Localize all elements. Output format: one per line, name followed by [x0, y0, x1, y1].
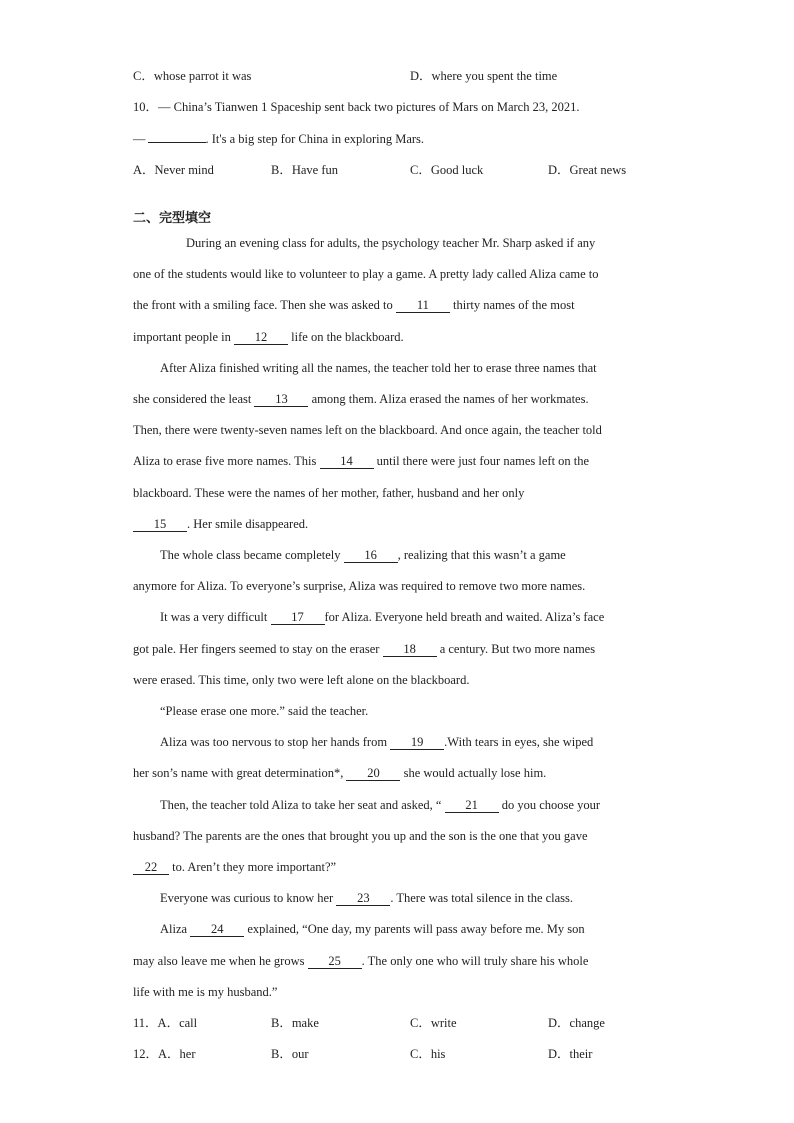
passage-line-11	[160, 547, 566, 563]
passage-line-13	[160, 609, 604, 625]
q11-number: 11．	[133, 1016, 158, 1030]
passage-line-16: “Please erase one more.” said the teacher.	[160, 704, 369, 718]
text: life on the blackboard.	[288, 330, 404, 344]
passage-line-12: anymore for Aliza. To everyone’s surprise, Aliza was required to remove two more names.	[133, 579, 586, 593]
text: her son’s name with great determination*,	[133, 766, 347, 780]
passage-line-7: Then, there were twenty-seven names left on the blackboard. And once again, the teacher told	[133, 423, 602, 437]
q11-option-c: C．write	[410, 1016, 457, 1030]
text: to. Aren’t they more important?”	[169, 860, 337, 874]
text: the front with a smiling face. Then she was asked to	[133, 298, 396, 312]
passage-line-17	[160, 734, 593, 750]
q11-option-a	[133, 1015, 197, 1031]
blank-13[interactable]: 13	[254, 392, 308, 407]
passage-line-20: husband? The parents are the ones that brought you up and the son is the one that you gave	[133, 829, 588, 843]
text: among them. Aliza erased the names of her workmates.	[308, 392, 589, 406]
passage-line-22	[160, 890, 573, 906]
blank-12[interactable]: 12	[234, 330, 288, 345]
passage-line-21	[133, 859, 336, 875]
passage-line-15: were erased. This time, only two were left alone on the blackboard.	[133, 673, 470, 687]
blank-24[interactable]: 24	[190, 922, 244, 937]
text: . Her smile disappeared.	[187, 517, 309, 531]
text: explained, “One day, my parents will pass away before me. My son	[244, 922, 585, 936]
text: Aliza was too nervous to stop her hands from	[160, 735, 391, 749]
text: A．call	[157, 1016, 198, 1030]
blank-11[interactable]: 11	[396, 298, 450, 313]
blank-21[interactable]: 21	[445, 798, 499, 813]
blank-18[interactable]: 18	[383, 642, 437, 657]
blank-17[interactable]: 17	[271, 610, 325, 625]
passage-line-3	[133, 297, 575, 313]
q12-option-d: D．their	[548, 1047, 593, 1061]
text: she considered the least	[133, 392, 255, 406]
text: Everyone was curious to know her	[160, 891, 337, 905]
q10-reply	[133, 131, 424, 147]
text: thirty names of the most	[449, 298, 575, 312]
text: until there were just four names left on the	[373, 454, 590, 468]
text: . There was total silence in the class.	[390, 891, 574, 905]
blank-15[interactable]: 15	[133, 517, 187, 532]
blank-20[interactable]: 20	[346, 766, 400, 781]
q12-number: 12．	[133, 1047, 159, 1061]
text: Aliza to erase five more names. This	[133, 454, 320, 468]
q10-option-c: C．Good luck	[410, 163, 484, 177]
text: , realizing that this wasn’t a game	[397, 548, 566, 562]
passage-line-18	[133, 765, 546, 781]
passage-line-5: After Aliza finished writing all the names, the teacher told her to erase three names that	[160, 361, 597, 375]
passage-line-8	[133, 453, 589, 469]
q10-stem: 10．— China’s Tianwen 1 Spaceship sent back two pictures of Mars on March 23, 2021.	[133, 100, 580, 114]
passage-line-25: life with me is my husband.”	[133, 985, 278, 999]
text: do you choose your	[498, 798, 600, 812]
blank-25[interactable]: 25	[308, 954, 362, 969]
text: A．her	[158, 1047, 196, 1061]
passage-line-6	[133, 391, 589, 407]
passage-line-24	[133, 953, 588, 969]
q12-option-c: C．his	[410, 1047, 446, 1061]
text: got pale. Her fingers seemed to stay on the eraser	[133, 642, 383, 656]
q10-reply-prefix: —	[133, 132, 146, 146]
passage-line-1: During an evening class for adults, the psychology teacher Mr. Sharp asked if any	[186, 236, 596, 250]
blank-16[interactable]: 16	[344, 548, 398, 563]
passage-line-4	[133, 329, 404, 345]
blank-22[interactable]: 22	[133, 860, 169, 875]
q12-option-a	[133, 1046, 196, 1062]
passage-line-14	[133, 641, 595, 657]
q10-option-a: A．Never mind	[133, 163, 214, 177]
text: she would actually lose him.	[400, 766, 547, 780]
text: The whole class became completely	[160, 548, 344, 562]
blank-14[interactable]: 14	[320, 454, 374, 469]
q11-option-b: B．make	[271, 1016, 319, 1030]
blank-19[interactable]: 19	[390, 735, 444, 750]
passage-line-19	[160, 797, 600, 813]
q10-option-d: D．Great news	[548, 163, 627, 177]
q10-answer-blank[interactable]	[148, 142, 206, 143]
q10-option-b: B．Have fun	[271, 163, 338, 177]
text: may also leave me when he grows	[133, 954, 308, 968]
text: Aliza	[160, 922, 191, 936]
text: .With tears in eyes, she wiped	[444, 735, 594, 749]
q12-option-b: B．our	[271, 1047, 309, 1061]
text: It was a very difficult	[160, 610, 271, 624]
q10-reply-suffix: . It's a big step for China in exploring Mars.	[205, 132, 425, 146]
q9-option-d: D．where you spent the time	[410, 69, 558, 83]
text: a century. But two more names	[436, 642, 596, 656]
blank-23[interactable]: 23	[336, 891, 390, 906]
q11-option-d: D．change	[548, 1016, 605, 1030]
passage-line-9: blackboard. These were the names of her mother, father, husband and her only	[133, 486, 525, 500]
passage-line-10	[133, 516, 308, 532]
text: for Aliza. Everyone held breath and waited. Aliza’s face	[324, 610, 605, 624]
text: Then, the teacher told Aliza to take her seat and asked, “	[160, 798, 445, 812]
text: . The only one who will truly share his whole	[361, 954, 589, 968]
section-title: 二、完型填空	[133, 211, 212, 226]
passage-line-23	[160, 921, 585, 937]
text: important people in	[133, 330, 235, 344]
q9-option-c: C．whose parrot it was	[133, 69, 252, 83]
passage-line-2: one of the students would like to volunteer to play a game. A pretty lady called Aliza came to	[133, 267, 599, 281]
